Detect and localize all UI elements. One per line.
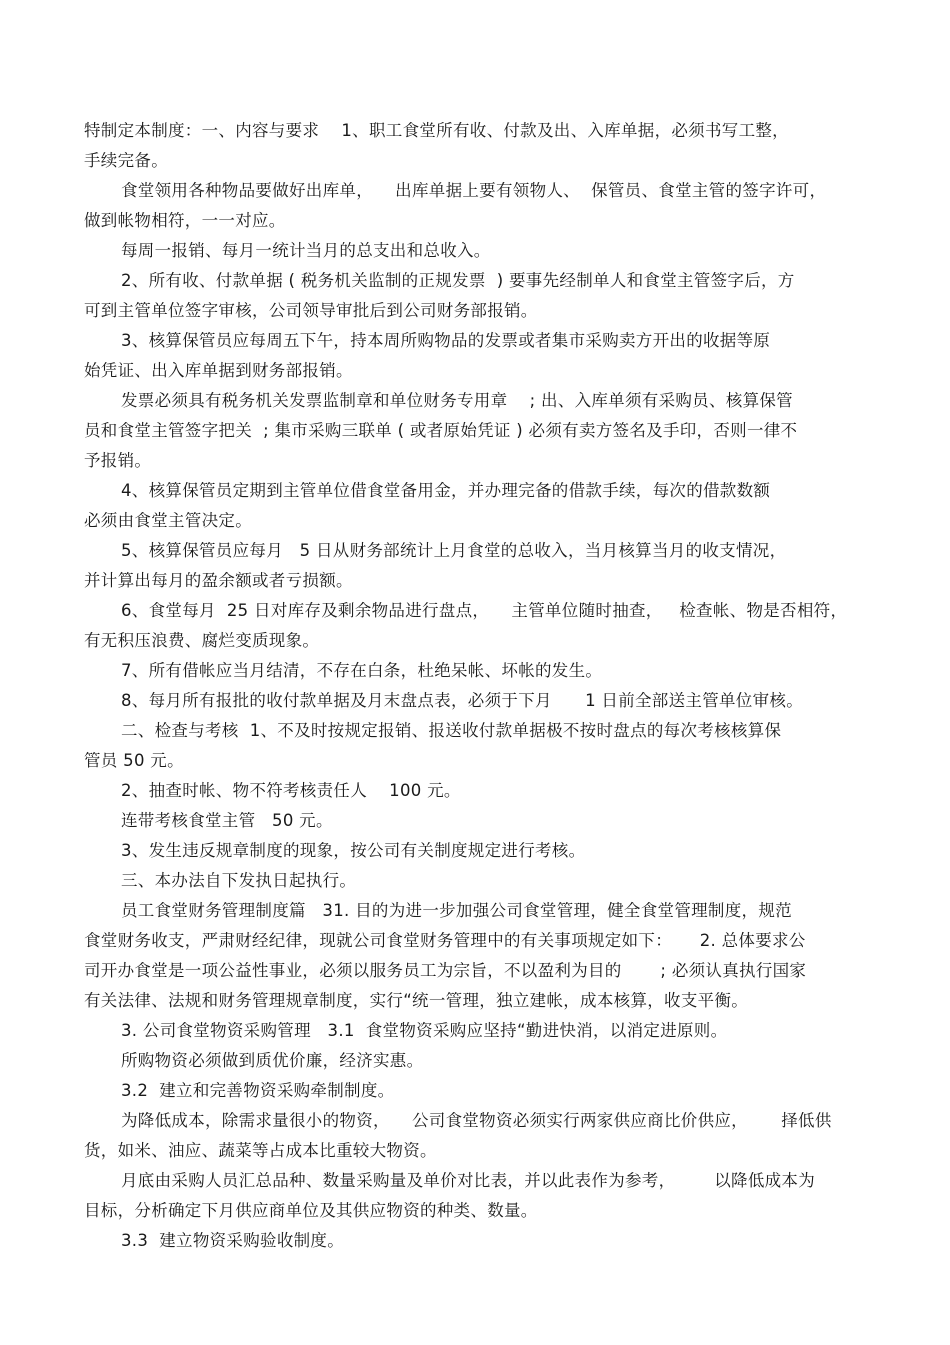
paragraph: 连带考核食堂主管 50 元。 bbox=[121, 811, 333, 830]
paragraph: 2、所有收、付款单据 ( 税务机关监制的正规发票 ) 要事先经制单人和食堂主管签字后，方 可到主管单位签字审核，公司领导审批后到公司财务部报销。 bbox=[84, 271, 795, 320]
document-body bbox=[84, 116, 864, 1256]
paragraph: 2、抽查时帐、物不符考核责任人 100 元。 bbox=[121, 781, 461, 800]
paragraph: 二、检查与考核 1、不及时按规定报销、报送收付款单据极不按时盘点的每次考核核算保 管员 50 元。 bbox=[84, 721, 782, 770]
paragraph: 每周一报销、每月一统计当月的总支出和总收入。 bbox=[121, 241, 491, 260]
paragraph: 员工食堂财务管理制度篇 31. 目的为进一步加强公司食堂管理，健全食堂管理制度，规范 食堂财务收支，严肃财经纪律，现就公司食堂财务管理中的有关事项规定如下： 2. 总体要求公 司开办食堂是一项公益性事业，必须以服务员工为宗旨，不以盈利为目的 ; 必须认真执行国家 有关法律、法规和财务管理规章制度，实行“统一管理，独立建帐，成本核算，收支平衡。 bbox=[84, 901, 807, 1010]
paragraph: 发票必须具有税务机关发票监制章和单位财务专用章 ; 出、入库单须有采购员、核算保管 员和食堂主管签字把关 ; 集市采购三联单 ( 或者原始凭证 ) 必须有卖方签名及手印，否则一律不 予报销。 bbox=[84, 391, 798, 470]
paragraph: 3.3 建立物资采购验收制度。 bbox=[121, 1231, 345, 1250]
paragraph: 4、核算保管员定期到主管单位借食堂备用金，并办理完备的借款手续，每次的借款数额 必须由食堂主管决定。 bbox=[84, 481, 771, 530]
paragraph: 8、每月所有报批的收付款单据及月末盘点表，必须于下月 1 日前全部送主管单位审核。 bbox=[121, 691, 804, 710]
paragraph: 为降低成本，除需求量很小的物资， 公司食堂物资必须实行两家供应商比价供应， 择低供 货，如米、油应、蔬菜等占成本比重较大物资。 bbox=[84, 1111, 832, 1160]
paragraph: 7、所有借帐应当月结清，不存在白条，杜绝呆帐、坏帐的发生。 bbox=[121, 661, 603, 680]
paragraph: 3、核算保管员应每周五下午，持本周所购物品的发票或者集市采购卖方开出的收据等原 始凭证、出入库单据到财务部报销。 bbox=[84, 331, 771, 380]
paragraph: 食堂领用各种物品要做好出库单， 出库单据上要有领物人、 保管员、食堂主管的签字许可， 做到帐物相符，一一对应。 bbox=[84, 181, 827, 230]
paragraph: 6、食堂每月 25 日对库存及剩余物品进行盘点， 主管单位随时抽查， 检查帐、物是否相符， 有无积压浪费、腐烂变质现象。 bbox=[84, 601, 848, 650]
paragraph: 特制定本制度：一、内容与要求 1、职工食堂所有收、付款及出、入库单据，必须书写工整， 手续完备。 bbox=[84, 121, 789, 170]
paragraph: 3、发生违反规章制度的现象，按公司有关制度规定进行考核。 bbox=[121, 841, 586, 860]
paragraph: 三、本办法自下发执日起执行。 bbox=[121, 871, 357, 890]
paragraph: 所购物资必须做到质优价廉，经济实惠。 bbox=[121, 1051, 424, 1070]
paragraph: 3. 公司食堂物资采购管理 3.1 食堂物资采购应坚持“勤进快消，以消定进原则。 bbox=[121, 1021, 728, 1040]
paragraph: 5、核算保管员应每月 5 日从财务部统计上月食堂的总收入，当月核算当月的收支情况， 并计算出每月的盈余额或者亏损额。 bbox=[84, 541, 787, 590]
paragraph: 3.2 建立和完善物资采购牵制制度。 bbox=[121, 1081, 395, 1100]
paragraph: 月底由采购人员汇总品种、数量采购量及单价对比表，并以此表作为参考， 以降低成本为 目标，分析确定下月供应商单位及其供应物资的种类、数量。 bbox=[84, 1171, 816, 1220]
